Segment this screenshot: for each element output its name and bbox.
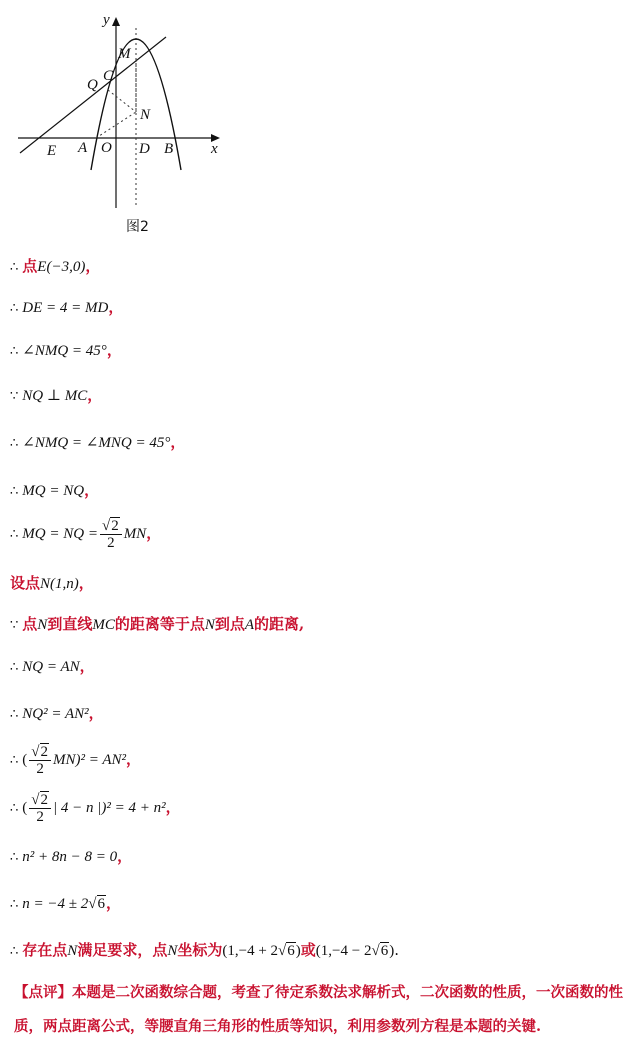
comment-block: 【点评】本题是二次函数综合题，考查了待定系数法求解析式，二次函数的性质，一次函数的性质，两点距离公式，等腰直角三角形的性质等知识，利用参数列方程是本题的关键. bbox=[14, 984, 623, 1035]
punct: ， bbox=[146, 524, 162, 542]
text-red: 设点 bbox=[10, 574, 41, 592]
punct: ， bbox=[88, 704, 104, 722]
line-9 bbox=[10, 614, 304, 636]
coord-1-radicand: 6 bbox=[287, 943, 295, 959]
coord-2-pre: (1,−4 − 2 bbox=[315, 943, 372, 959]
therefore-symbol: ∴ bbox=[10, 301, 19, 316]
frac-numerator: 2 bbox=[40, 743, 49, 760]
coord-2-post: ) bbox=[389, 943, 395, 959]
label-m: M bbox=[118, 46, 131, 62]
because-symbol: ∵ bbox=[10, 389, 19, 404]
punct: ， bbox=[165, 798, 181, 816]
text-red: 的距离等于点 bbox=[114, 615, 205, 633]
math-expr: NQ² = AN² bbox=[22, 706, 89, 722]
punct: ， bbox=[85, 257, 101, 275]
label-q: Q bbox=[87, 77, 98, 93]
line-2 bbox=[10, 297, 123, 319]
text-red: 的距离, bbox=[254, 615, 305, 633]
math-expr: DE = 4 = MD bbox=[22, 300, 109, 316]
math-n: N bbox=[167, 943, 178, 959]
therefore-symbol: ∴ bbox=[10, 850, 19, 865]
fraction: $\frac{√2}{2}$ bbox=[29, 744, 51, 777]
text-red: 存在点 bbox=[22, 941, 68, 959]
function-graph-figure bbox=[0, 0, 640, 245]
therefore-symbol: ∴ bbox=[10, 527, 19, 542]
line-5 bbox=[10, 432, 185, 454]
punct: ， bbox=[126, 750, 142, 768]
line-6 bbox=[10, 480, 99, 502]
label-o: O bbox=[101, 140, 112, 156]
therefore-symbol: ∴ bbox=[10, 436, 19, 451]
line-7 bbox=[10, 514, 161, 554]
coord-1-post: ) bbox=[295, 943, 301, 959]
punct: ， bbox=[87, 386, 103, 404]
math-expr: E(−3,0) bbox=[37, 259, 86, 275]
coord-2-radicand: 6 bbox=[380, 943, 389, 959]
figure-caption: 图2 bbox=[126, 219, 149, 235]
line-16: ∴ 存在点N满足要求，点N坐标为(1,−4 + 2√6)或(1,−4 − 2√6). bbox=[10, 941, 399, 959]
therefore-symbol: ∴ bbox=[10, 344, 19, 359]
math-n: N bbox=[37, 617, 48, 633]
punct: ， bbox=[117, 847, 133, 865]
line-3 bbox=[10, 340, 122, 362]
punct: ， bbox=[84, 481, 100, 499]
math-expr: MQ = NQ = bbox=[22, 526, 98, 542]
line-em bbox=[20, 37, 166, 153]
label-x: x bbox=[211, 141, 218, 157]
label-a: A bbox=[78, 140, 88, 156]
line-11 bbox=[10, 703, 104, 725]
label-n: N bbox=[140, 107, 151, 123]
line-4 bbox=[10, 385, 102, 407]
therefore-symbol: ∴ bbox=[10, 484, 19, 499]
segment-qn bbox=[108, 90, 136, 112]
punct: . bbox=[394, 941, 399, 959]
therefore-symbol: ∴ bbox=[10, 801, 19, 816]
math-expr: n = −4 ± 2 bbox=[22, 896, 89, 912]
line-12 bbox=[10, 740, 141, 780]
line-13 bbox=[10, 788, 181, 828]
therefore-symbol: ∴ bbox=[10, 660, 19, 675]
line-15: ∴ n = −4 ± 2√6， bbox=[10, 894, 122, 912]
label-b: B bbox=[164, 141, 174, 157]
radicand: 6 bbox=[97, 896, 105, 912]
text-red: 点 bbox=[22, 615, 38, 633]
punct: ， bbox=[78, 574, 94, 592]
math-n: N bbox=[67, 943, 78, 959]
frac-numerator: 2 bbox=[40, 791, 49, 808]
text-red: 点 bbox=[22, 257, 38, 275]
math-expr: N(1,n) bbox=[40, 576, 79, 592]
punct: ， bbox=[79, 657, 95, 675]
line-14 bbox=[10, 846, 132, 868]
math-expr-post: MN bbox=[123, 526, 147, 542]
fraction: $\frac{√2}{2}$ bbox=[29, 792, 51, 825]
math-a: A bbox=[244, 617, 255, 633]
math-expr: NQ ⊥ MC bbox=[22, 388, 88, 404]
frac-numerator: 2 bbox=[111, 517, 119, 534]
math-expr: ∠NMQ = 45° bbox=[22, 343, 107, 359]
label-y: y bbox=[103, 12, 110, 28]
frac-denominator: 2 bbox=[36, 760, 44, 777]
math-expr: NQ = AN bbox=[22, 659, 80, 675]
math-expr: MQ = NQ bbox=[22, 483, 85, 499]
line-1 bbox=[10, 256, 100, 278]
punct: ， bbox=[106, 341, 122, 359]
because-symbol: ∵ bbox=[10, 618, 19, 633]
punct: ， bbox=[170, 433, 186, 451]
text-red: 满足要求，点 bbox=[77, 941, 168, 959]
label-c: C bbox=[103, 68, 114, 84]
text-red: 到直线 bbox=[47, 615, 93, 633]
therefore-symbol: ∴ bbox=[10, 897, 19, 912]
paren-open: ( bbox=[22, 752, 28, 768]
math-expr: ∠NMQ = ∠MNQ = 45° bbox=[22, 435, 171, 451]
therefore-symbol: ∴ bbox=[10, 260, 19, 275]
label-d: D bbox=[139, 141, 150, 157]
text-red: 到点 bbox=[214, 615, 245, 633]
math-expr: n² + 8n − 8 = 0 bbox=[22, 849, 118, 865]
frac-denominator: 2 bbox=[36, 808, 44, 825]
y-axis-arrow bbox=[112, 17, 120, 26]
math-mc: MC bbox=[92, 617, 115, 633]
text-red: 或 bbox=[300, 941, 316, 959]
math-expr-post: MN)² = AN² bbox=[53, 752, 127, 768]
line-8 bbox=[10, 573, 94, 594]
punct: ， bbox=[106, 894, 122, 912]
label-e: E bbox=[47, 143, 57, 159]
punct: ， bbox=[108, 298, 124, 316]
paren-open: ( bbox=[22, 800, 28, 816]
coord-1-pre: (1,−4 + 2 bbox=[222, 943, 279, 959]
text-red: 坐标为 bbox=[177, 941, 223, 959]
frac-denominator: 2 bbox=[107, 534, 115, 551]
fraction: $\frac{√2}{2}$ bbox=[100, 518, 122, 551]
therefore-symbol: ∴ bbox=[10, 753, 19, 768]
math-n: N bbox=[204, 617, 215, 633]
math-expr-post: | 4 − n |)² = 4 + n² bbox=[53, 800, 166, 816]
therefore-symbol: ∴ bbox=[10, 944, 19, 959]
line-10 bbox=[10, 656, 95, 678]
therefore-symbol: ∴ bbox=[10, 707, 19, 722]
